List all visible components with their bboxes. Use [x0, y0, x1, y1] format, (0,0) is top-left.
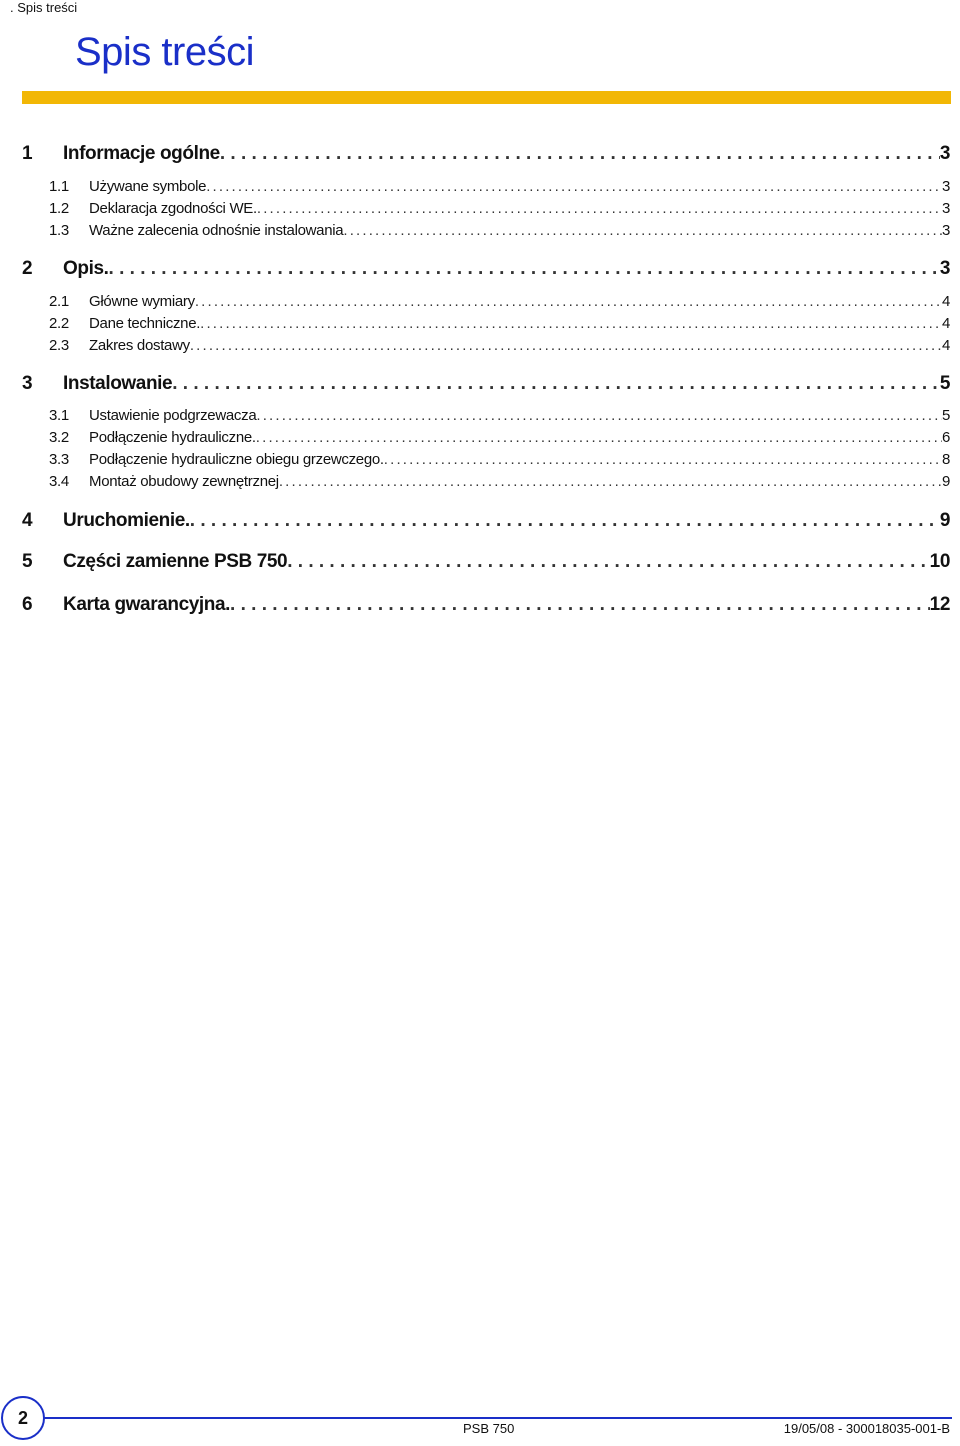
dot-leader [256, 429, 942, 446]
toc-number: 4 [22, 510, 33, 531]
toc-entry-2-2[interactable] [22, 315, 950, 332]
toc-number: 2.2 [49, 315, 69, 332]
toc-page: 8 [941, 451, 950, 468]
toc-page: 3 [939, 258, 950, 279]
toc-label: Części zamienne PSB 750 [63, 551, 288, 572]
toc-number: 3.2 [49, 429, 69, 446]
dot-leader [109, 258, 940, 280]
footer-document-reference: 19/05/08 - 300018035-001-B [783, 1421, 950, 1436]
toc-label: Ważne zalecenia odnośnie instalowania [89, 222, 344, 239]
toc-number: 5 [22, 551, 33, 572]
toc-label: Główne wymiary [89, 293, 195, 310]
toc-label: Instalowanie [63, 373, 173, 394]
toc-entry-3[interactable] [22, 373, 950, 395]
title-underline-bar [22, 91, 951, 104]
toc-page: 5 [941, 407, 950, 424]
toc-label: Zakres dostawy [89, 337, 190, 354]
toc-number: 1.2 [49, 200, 69, 217]
dot-leader [257, 200, 942, 217]
toc-entry-6[interactable] [22, 594, 950, 616]
toc-label: Montaż obudowy zewnętrznej [89, 473, 279, 490]
toc-page: 4 [941, 337, 950, 354]
dot-leader [220, 143, 940, 165]
toc-number: 3.1 [49, 407, 69, 424]
toc-number: 1.3 [49, 222, 69, 239]
toc-entry-1-3[interactable] [22, 222, 950, 239]
toc-number: 3.3 [49, 451, 69, 468]
dot-leader [343, 222, 942, 239]
toc-entry-2-1[interactable] [22, 293, 950, 310]
dot-leader [200, 315, 942, 332]
toc-entry-3-1[interactable] [22, 407, 950, 424]
toc-label: Deklaracja zgodności WE. [89, 200, 257, 217]
toc-label: Opis. [63, 258, 109, 279]
toc-number: 1.1 [49, 178, 69, 195]
toc-page: 3 [939, 143, 950, 164]
toc-entry-2-3[interactable] [22, 337, 950, 354]
dot-leader [230, 594, 930, 616]
toc-page: 12 [929, 594, 950, 615]
toc-number: 2.3 [49, 337, 69, 354]
toc-page: 3 [941, 200, 950, 217]
toc-page: 9 [939, 510, 950, 531]
toc-entry-4[interactable] [22, 510, 950, 532]
toc-entry-1-2[interactable] [22, 200, 950, 217]
dot-leader [190, 510, 940, 532]
toc-label: Karta gwarancyjna. [63, 594, 231, 615]
toc-label: Dane techniczne. [89, 315, 201, 332]
toc-page: 4 [941, 293, 950, 310]
footer-product: PSB 750 [463, 1421, 515, 1436]
dot-leader [287, 551, 929, 573]
toc-number: 3 [22, 373, 33, 394]
toc-page: 10 [929, 551, 950, 572]
dot-leader [256, 407, 942, 424]
running-header: . Spis treści [10, 0, 78, 15]
dot-leader [195, 293, 942, 310]
toc-label: Uruchomienie. [63, 510, 190, 531]
page-number-badge [1, 1396, 45, 1440]
toc-entry-3-3[interactable] [22, 451, 950, 468]
toc-page: 3 [941, 222, 950, 239]
dot-leader [384, 451, 942, 468]
toc-entry-5[interactable] [22, 551, 950, 573]
page-number: 2 [17, 1407, 28, 1428]
toc-page: 9 [941, 473, 950, 490]
toc-label: Podłączenie hydrauliczne obiegu grzewczego. [89, 451, 384, 468]
footer-rule [44, 1417, 952, 1419]
toc-number: 6 [22, 594, 33, 615]
toc-entry-3-4[interactable] [22, 473, 950, 490]
toc-page: 5 [939, 373, 950, 394]
toc-page: 3 [941, 178, 950, 195]
toc-number: 1 [22, 143, 33, 164]
dot-leader [172, 373, 940, 395]
toc-entry-3-2[interactable] [22, 429, 950, 446]
toc-number: 2.1 [49, 293, 69, 310]
toc-page: 4 [941, 315, 950, 332]
toc-label: Informacje ogólne [63, 143, 220, 164]
dot-leader [279, 473, 942, 490]
toc-entry-1[interactable] [22, 143, 950, 165]
dot-leader [190, 337, 942, 354]
toc-number: 2 [22, 258, 33, 279]
dot-leader [206, 178, 942, 195]
toc-entry-1-1[interactable] [22, 178, 950, 195]
toc-entry-2[interactable] [22, 258, 950, 280]
page-title: Spis treści [75, 30, 254, 74]
toc-label: Podłączenie hydrauliczne. [89, 429, 256, 446]
toc-number: 3.4 [49, 473, 69, 490]
toc-label: Używane symbole [89, 178, 207, 195]
toc-label: Ustawienie podgrzewacza [89, 407, 257, 424]
toc-page: 6 [941, 429, 950, 446]
